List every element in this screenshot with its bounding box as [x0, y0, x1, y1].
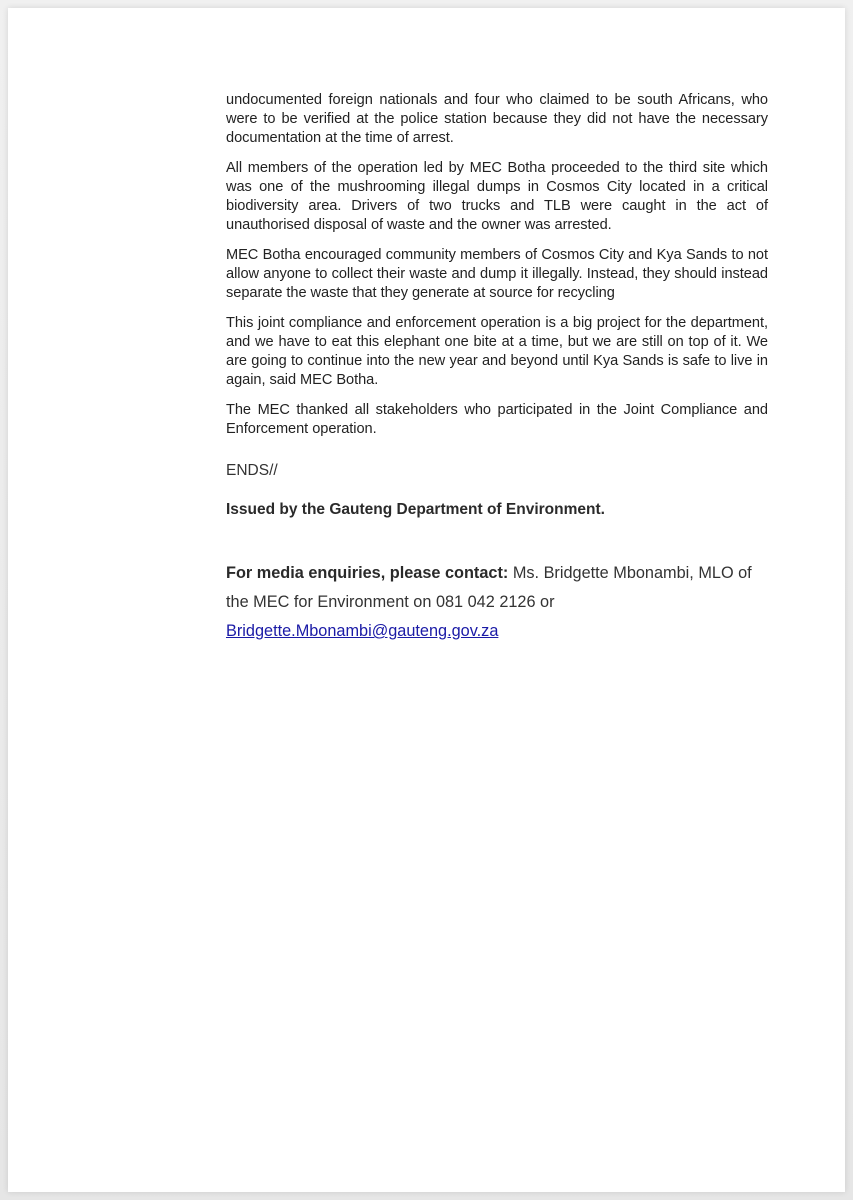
media-contact	[226, 559, 771, 646]
contact-email-link[interactable]: Bridgette.Mbonambi@gauteng.gov.za	[226, 622, 499, 640]
ends-marker: ENDS//	[226, 462, 278, 479]
paragraph-4: This joint compliance and enforcement operation is a big project for the department, and we have to eat this elephant one bite at a time, but we are still on top of it. We are going to continue into the new year and beyond until Kya Sands is safe to live in again, said MEC Botha.	[226, 315, 768, 388]
document-page	[8, 8, 845, 1192]
contact-details: Ms. Bridgette Mbonambi, MLO of the MEC for Environment on 081 042 2126 or	[226, 564, 752, 611]
document-body	[226, 91, 768, 646]
paragraph-1: undocumented foreign nationals and four who claimed to be south Africans, who were to be verified at the police station because they did not have the necessary documentation at the time of arrest.	[226, 92, 768, 146]
paragraph-5: The MEC thanked all stakeholders who participated in the Joint Compliance and Enforcement operation.	[226, 402, 768, 437]
paragraph-3: MEC Botha encouraged community members of Cosmos City and Kya Sands to not allow anyone to collect their waste and dump it illegally. Instead, they should instead separate the waste that they generate at source for recycling	[226, 247, 768, 301]
contact-label: For media enquiries, please contact:	[226, 564, 509, 582]
issued-by: Issued by the Gauteng Department of Environment.	[226, 501, 605, 518]
paragraph-2: All members of the operation led by MEC Botha proceeded to the third site which was one of the mushrooming illegal dumps in Cosmos City located in a critical biodiversity area. Drivers of two trucks and TLB were caught in the act of unauthorised disposal of waste and the owner was arrested.	[226, 160, 768, 233]
